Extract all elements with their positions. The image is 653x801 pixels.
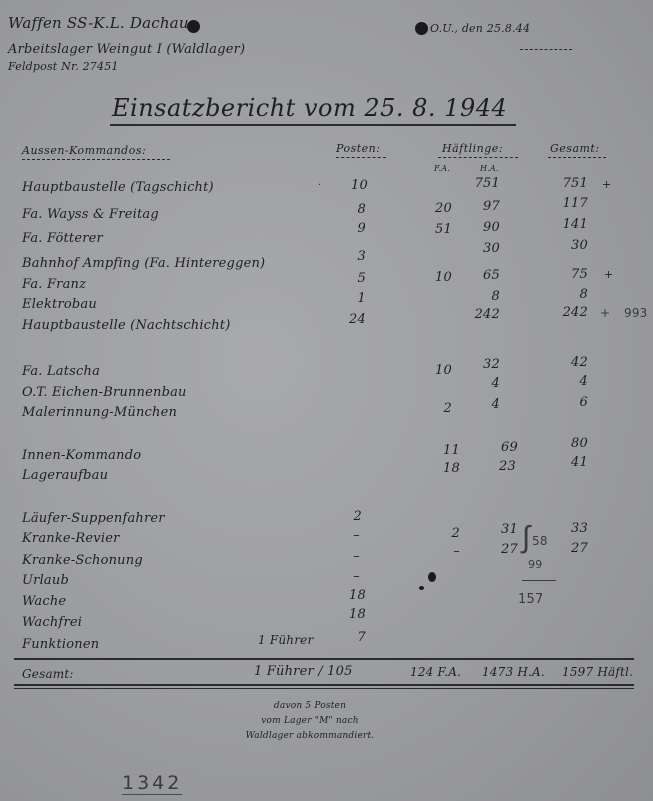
- row-fa: –: [453, 544, 460, 559]
- row-posten: 8: [357, 202, 366, 217]
- row-posten: 7: [357, 630, 366, 645]
- row-fa: 2: [443, 401, 452, 416]
- row-gesamt: 27: [571, 541, 588, 556]
- row-fa: 11: [443, 443, 460, 458]
- page-title: Einsatzbericht vom 25. 8. 1944: [112, 94, 508, 122]
- row-ha: 31: [501, 522, 518, 537]
- pencil-plus-mark: +: [600, 306, 611, 320]
- row-fa: 10: [435, 363, 452, 378]
- row-name: Bahnhof Ampfing (Fa. Hintereggen): [22, 256, 266, 271]
- col-header-underline-gesamt: [548, 157, 606, 159]
- row-fa: 51: [435, 222, 452, 237]
- row-posten: 18: [349, 607, 366, 622]
- row-posten: 24: [349, 312, 366, 327]
- row-name: Innen-Kommando: [22, 448, 142, 463]
- pencil-side-total: 993: [624, 306, 648, 320]
- col-header-haeftlinge: Häftlinge:: [442, 142, 504, 155]
- header-date-dash: [520, 49, 572, 51]
- pencil-sub-b: 157: [518, 592, 544, 607]
- row-name: Fa. Wayss & Freitag: [22, 207, 159, 222]
- pencil-sum-line: [522, 580, 556, 581]
- col-header-kommandos: Aussen-Kommandos:: [22, 144, 147, 157]
- punch-hole-left: [187, 20, 200, 33]
- row-ha: 69: [501, 440, 518, 455]
- row-name: Fa. Franz: [22, 277, 87, 292]
- pencil-sub-a: 99: [528, 558, 543, 571]
- row-ha: 30: [483, 241, 500, 256]
- pencil-bracket: ∫: [522, 520, 531, 555]
- row-gesamt: 75: [571, 267, 588, 282]
- total-gesamt: 1597 Häftl.: [562, 665, 634, 679]
- row-gesamt: 4: [579, 374, 588, 389]
- ink-speck: [419, 586, 424, 590]
- col-header-posten: Posten:: [336, 142, 381, 155]
- row-name: Fa. Fötterer: [22, 231, 103, 246]
- row-name: Lageraufbau: [22, 468, 109, 483]
- total-ha: 1473 H.A.: [482, 665, 545, 679]
- col-header-underline-haeftlinge: [438, 157, 518, 159]
- row-ha: 32: [483, 357, 500, 372]
- row-posten: –: [353, 549, 360, 564]
- row-gesamt: 8: [579, 287, 588, 302]
- row-gesamt: 117: [562, 196, 588, 211]
- header-camp: Arbeitslager Weingut I (Waldlager): [8, 42, 246, 57]
- row-gesamt: 33: [571, 521, 588, 536]
- row-posten: –: [353, 569, 360, 584]
- row-name: Kranke-Schonung: [22, 553, 143, 568]
- row-ha: 751: [474, 176, 500, 191]
- row-gesamt: 30: [571, 238, 588, 253]
- row-gesamt: 80: [571, 436, 588, 451]
- row-posten: 5: [357, 271, 366, 286]
- row-fa: 20: [435, 201, 452, 216]
- row-name: Funktionen: [22, 637, 100, 652]
- row-name: Läufer-Suppenfahrer: [22, 511, 165, 526]
- col-header-gesamt: Gesamt:: [550, 142, 600, 155]
- row-fa: 2: [451, 526, 460, 541]
- row-gesamt: 242: [562, 305, 588, 320]
- row-ha: 90: [483, 220, 500, 235]
- total-label: Gesamt:: [22, 667, 74, 681]
- footnote-line: davon 5 Posten: [273, 701, 347, 711]
- row-name: Hauptbaustelle (Tagschicht): [22, 180, 214, 195]
- row-gesamt: 141: [562, 217, 588, 232]
- total-rule-bottom-1: [14, 684, 634, 686]
- header-place-date: O.U., den 25.8.44: [430, 22, 531, 35]
- ink-plus-mark-1: +: [602, 178, 612, 191]
- row-gesamt: 41: [571, 455, 588, 470]
- total-posten: 1 Führer / 105: [254, 664, 353, 679]
- row-name: Elektrobau: [22, 297, 97, 312]
- row-posten: 9: [357, 221, 366, 236]
- total-rule-bottom-2: [14, 688, 634, 689]
- row-ha: 4: [491, 397, 500, 412]
- row-posten: 2: [353, 509, 362, 524]
- title-underline: [110, 124, 516, 126]
- funktionen-note: 1 Führer: [258, 633, 314, 647]
- row-gesamt: 42: [571, 355, 588, 370]
- footnote-line: Waldlager abkommandiert.: [245, 731, 375, 741]
- col-subheader-ha: H.A.: [480, 164, 499, 173]
- row-gesamt: 751: [562, 176, 588, 191]
- row-name: O.T. Eichen-Brunnenbau: [22, 385, 187, 400]
- archive-number: 1342: [122, 772, 183, 794]
- row-fa: 10: [435, 270, 452, 285]
- row-name: Hauptbaustelle (Nachtschicht): [22, 318, 231, 333]
- row-name: Wachfrei: [22, 615, 83, 630]
- footnote-line: vom Lager "M" nach: [261, 716, 359, 726]
- row-posten: 18: [349, 588, 366, 603]
- header-unit: Waffen SS-K.L. Dachau: [8, 14, 189, 32]
- row-name: Urlaub: [22, 573, 69, 588]
- col-subheader-fa: F.A.: [434, 164, 450, 173]
- row-fa: 18: [443, 461, 460, 476]
- row-gesamt: 6: [579, 395, 588, 410]
- row-ha: 4: [491, 376, 500, 391]
- row-ha: 8: [491, 289, 500, 304]
- row-name: Wache: [22, 594, 67, 609]
- punch-hole-right: [415, 22, 428, 35]
- row-name: Fa. Latscha: [22, 364, 101, 379]
- total-rule-top: [14, 658, 634, 660]
- row-ha: 65: [483, 268, 500, 283]
- row-ha: 242: [474, 307, 500, 322]
- row-posten: 10: [351, 178, 368, 193]
- archive-number-underline: [122, 794, 182, 795]
- ink-stain: [428, 572, 436, 582]
- row-ha: 97: [483, 199, 500, 214]
- total-fa: 124 F.A.: [410, 665, 462, 679]
- ink-plus-mark-2: +: [604, 268, 614, 281]
- ink-tick-mark: ·: [318, 180, 322, 191]
- row-ha: 27: [501, 542, 518, 557]
- row-name: Malerinnung-München: [22, 405, 178, 420]
- row-posten: 3: [357, 249, 366, 264]
- row-name: Kranke-Revier: [22, 531, 120, 546]
- row-posten: –: [353, 528, 360, 543]
- pencil-bracket-sum: 58: [532, 534, 548, 548]
- row-posten: 1: [357, 291, 366, 306]
- col-header-underline-posten: [336, 157, 386, 159]
- header-feldpost: Feldpost Nr. 27451: [8, 60, 119, 73]
- col-header-underline-kommandos: [22, 159, 170, 161]
- row-ha: 23: [499, 459, 516, 474]
